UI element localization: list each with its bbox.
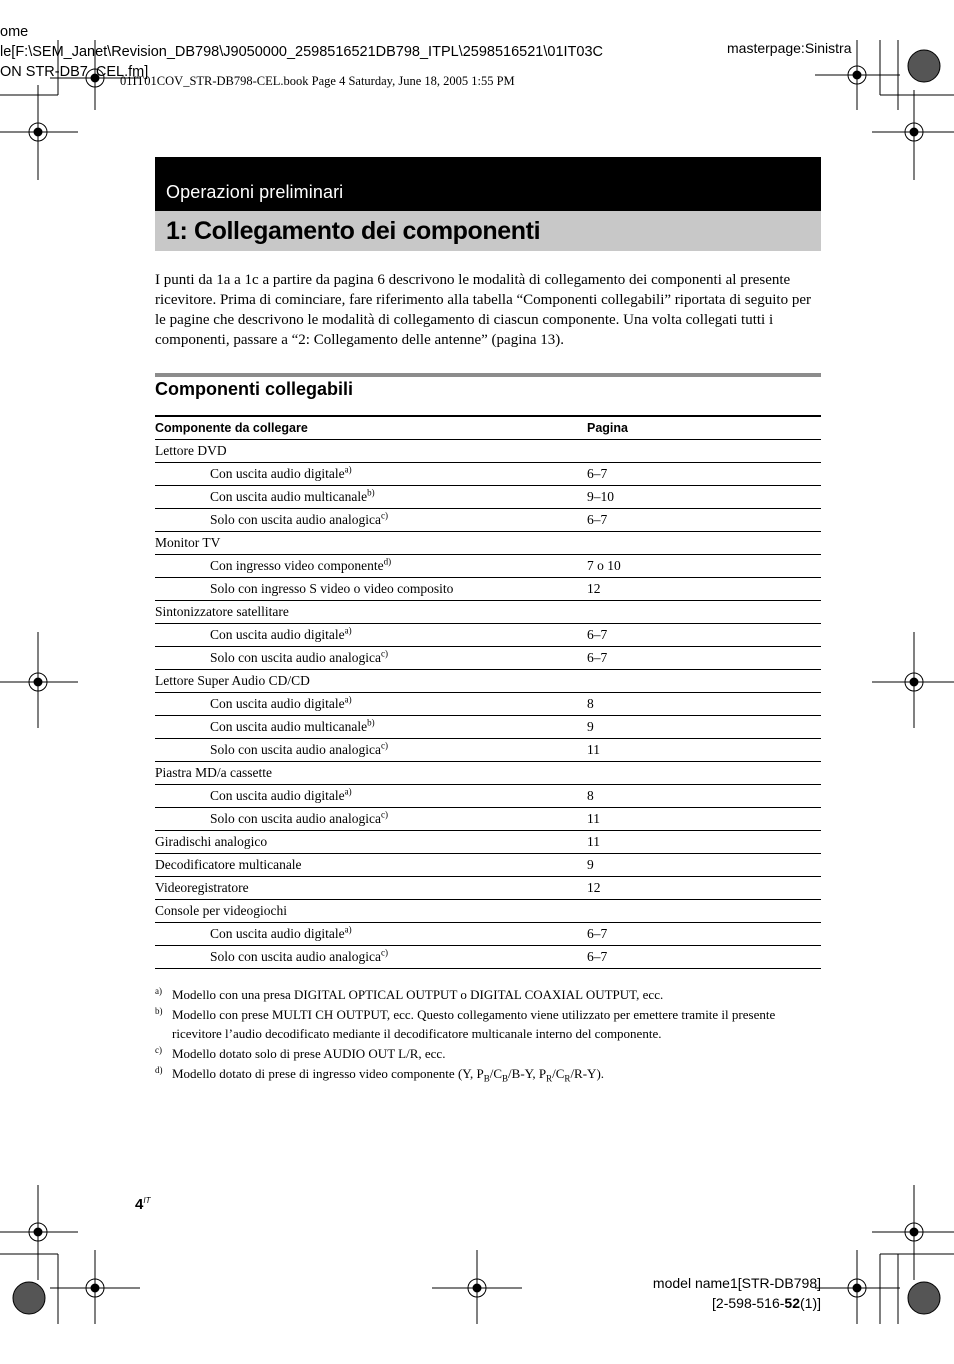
component-label: Solo con uscita audio analogica	[210, 650, 381, 665]
component-cell	[155, 877, 587, 900]
component-label: Piastra MD/a cassette	[155, 765, 272, 780]
table-row	[155, 486, 821, 509]
table-header-row	[155, 416, 821, 440]
footnote-label: b)	[155, 1006, 163, 1016]
component-label: Solo con ingresso S video o video composito	[210, 581, 454, 596]
page-cell	[587, 440, 821, 463]
file-path-line: ON STR-DB7 CEL.fm]	[0, 64, 149, 80]
page-cell: 8	[587, 693, 821, 716]
page-cell	[587, 532, 821, 555]
footnote-a	[155, 985, 821, 1004]
component-label: Decodificatore multicanale	[155, 857, 302, 872]
table-row	[155, 739, 821, 762]
component-cell	[155, 854, 587, 877]
table-row	[155, 900, 821, 923]
footnote-label: c)	[155, 1045, 162, 1055]
table-row	[155, 578, 821, 601]
page-cell: 12	[587, 877, 821, 900]
component-label: Con uscita audio digitale	[210, 466, 345, 481]
masterpage-label: masterpage:Sinistra	[727, 40, 852, 56]
file-path-line: le[F:\SEM_Janet\Revision_DB798\J9050000_2598516521DB798_ITPL\2598516521\01IT03C	[0, 44, 603, 60]
page-cell: 6–7	[587, 509, 821, 532]
component-label: Con uscita audio multicanale	[210, 489, 368, 504]
footnote-text: Modello con prese MULTI CH OUTPUT, ecc. Questo collegamento viene utilizzato per emettere tramite il presente ricevitore l’audio decodificato mediante il decodificatore multicanale interno del componente.	[172, 1007, 776, 1041]
page-number	[135, 1196, 150, 1213]
component-label: Con uscita audio digitale	[210, 788, 345, 803]
footnote-text-part: Modello dotato di prese di ingresso video componente (Y, P	[172, 1066, 484, 1081]
component-label: Lettore DVD	[155, 443, 227, 458]
page-cell: 11	[587, 808, 821, 831]
page-title: 1: Collegamento dei componenti	[166, 217, 541, 245]
footnote-ref: c)	[380, 740, 388, 751]
title-band	[155, 211, 821, 251]
component-label: Giradischi analogico	[155, 834, 268, 849]
page-cell: 6–7	[587, 647, 821, 670]
table-row	[155, 601, 821, 624]
component-label: Solo con uscita audio analogica	[210, 811, 381, 826]
book-info: 01IT01COV_STR-DB798-CEL.book Page 4 Saturday, June 18, 2005 1:55 PM	[120, 74, 515, 88]
footnote-text-part: /B-Y, P	[508, 1066, 547, 1081]
model-code-prefix: [2-598-516-	[712, 1295, 785, 1311]
component-label: Lettore Super Audio CD/CD	[155, 673, 310, 688]
component-label: Con uscita audio multicanale	[210, 719, 368, 734]
footnote-ref: b)	[367, 487, 375, 498]
footnote-c	[155, 1044, 821, 1063]
table-row	[155, 532, 821, 555]
model-code	[653, 1293, 821, 1313]
component-label: Con uscita audio digitale	[210, 627, 345, 642]
page-cell: 9	[587, 716, 821, 739]
component-cell	[155, 923, 587, 946]
component-cell	[155, 739, 587, 762]
footnote-ref: a)	[344, 924, 352, 935]
model-info	[653, 1273, 821, 1313]
table-row	[155, 877, 821, 900]
component-cell	[155, 486, 587, 509]
page-cell	[587, 601, 821, 624]
footnote-text-part: /R-Y).	[570, 1066, 605, 1081]
table-row	[155, 716, 821, 739]
component-label: Monitor TV	[155, 535, 221, 550]
model-name: model name1[STR-DB798]	[652, 1275, 821, 1291]
table-row	[155, 463, 821, 486]
component-cell	[155, 716, 587, 739]
footnote-sub: B	[502, 1073, 509, 1084]
page-cell	[587, 670, 821, 693]
table-row	[155, 946, 821, 969]
component-cell	[155, 624, 587, 647]
table-row	[155, 509, 821, 532]
component-cell	[155, 831, 587, 854]
table-row	[155, 808, 821, 831]
page-cell: 6–7	[587, 624, 821, 647]
footnote-text-part: /C	[489, 1066, 503, 1081]
table-row	[155, 785, 821, 808]
footnote-text: Modello con una presa DIGITAL OPTICAL OUTPUT o DIGITAL COAXIAL OUTPUT, ecc.	[172, 987, 664, 1002]
section-band	[155, 157, 821, 211]
footnote-ref: c)	[380, 510, 388, 521]
footnote-label: d)	[155, 1065, 163, 1075]
footnote-ref: d)	[383, 556, 392, 567]
page-cell: 9–10	[587, 486, 821, 509]
footnote-label: a)	[155, 986, 162, 996]
component-label: Solo con uscita audio analogica	[210, 742, 381, 757]
footnote-ref: c)	[380, 947, 388, 958]
table-row	[155, 693, 821, 716]
page-cell: 6–7	[587, 923, 821, 946]
component-cell	[155, 647, 587, 670]
model-code-bold: 52	[784, 1295, 800, 1311]
component-cell	[155, 555, 587, 578]
page-cell: 9	[587, 854, 821, 877]
subheading: Componenti collegabili	[155, 379, 354, 399]
table-row	[155, 831, 821, 854]
component-cell	[155, 946, 587, 969]
page-cell: 7 o 10	[587, 555, 821, 578]
footnote-ref: c)	[380, 648, 388, 659]
column-header-component: Componente da collegare	[155, 416, 587, 440]
component-cell	[155, 601, 587, 624]
page-number-value: 4	[135, 1196, 144, 1213]
component-cell	[155, 670, 587, 693]
footnote-text: Modello dotato solo di prese AUDIO OUT L/R, ecc.	[172, 1046, 446, 1061]
footnotes	[155, 985, 821, 1083]
page-cell: 11	[587, 739, 821, 762]
column-header-page: Pagina	[587, 416, 821, 440]
file-path-line: ome	[0, 24, 29, 40]
component-cell	[155, 509, 587, 532]
component-cell	[155, 900, 587, 923]
table-row	[155, 762, 821, 785]
footnote-text-part: /C	[552, 1066, 565, 1081]
component-cell	[155, 762, 587, 785]
table-row	[155, 555, 821, 578]
footnote-ref: b)	[367, 717, 375, 728]
section-label: Operazioni preliminari	[166, 182, 344, 202]
footnote-b	[155, 1005, 821, 1043]
footnote-d	[155, 1064, 821, 1083]
component-cell	[155, 463, 587, 486]
footnote-ref: c)	[380, 809, 388, 820]
component-cell	[155, 808, 587, 831]
page-cell: 6–7	[587, 463, 821, 486]
footnote-sub: B	[483, 1073, 490, 1084]
table-row	[155, 440, 821, 463]
component-label: Solo con uscita audio analogica	[210, 949, 381, 964]
component-cell	[155, 785, 587, 808]
component-label: Con uscita audio digitale	[210, 926, 345, 941]
components-table	[155, 415, 821, 969]
footnote-sub: R	[564, 1073, 571, 1084]
component-cell	[155, 693, 587, 716]
component-cell	[155, 578, 587, 601]
component-label: Sintonizzatore satellitare	[155, 604, 289, 619]
table-row	[155, 647, 821, 670]
footnote-ref: a)	[344, 625, 352, 636]
component-label: Videoregistratore	[155, 880, 249, 895]
file-path-header	[0, 22, 603, 82]
component-cell	[155, 532, 587, 555]
table-row	[155, 624, 821, 647]
page-cell: 8	[587, 785, 821, 808]
page-language-suffix: IT	[143, 1196, 151, 1205]
table-row	[155, 923, 821, 946]
heading-rule	[155, 373, 821, 377]
footnote-ref: a)	[344, 464, 352, 475]
table-row	[155, 670, 821, 693]
model-code-suffix: (1)]	[800, 1295, 821, 1311]
component-label: Con uscita audio digitale	[210, 696, 345, 711]
page-cell: 6–7	[587, 946, 821, 969]
intro-paragraph: I punti da 1a a 1c a partire da pagina 6 descrivono le modalità di collegamento dei componenti al presente ricevitore. Prima di cominciare, fare riferimento alla tabella “Componenti collegabili” riportata di seguito per le pagine che descrivono le modalità di collegamento di ciascun componente. Una volta collegati tutti i componenti, passare a “2: Collegamento delle antenne” (pagina 13).	[155, 272, 811, 348]
footnote-ref: a)	[344, 786, 352, 797]
page-cell	[587, 762, 821, 785]
component-label: Solo con uscita audio analogica	[210, 512, 381, 527]
page-cell	[587, 900, 821, 923]
page-cell: 11	[587, 831, 821, 854]
component-cell	[155, 440, 587, 463]
table-row	[155, 854, 821, 877]
footnote-ref: a)	[344, 694, 352, 705]
page-cell: 12	[587, 578, 821, 601]
component-label: Console per videogiochi	[155, 903, 287, 918]
footnote-sub: R	[546, 1073, 553, 1084]
component-label: Con ingresso video componente	[210, 558, 384, 573]
